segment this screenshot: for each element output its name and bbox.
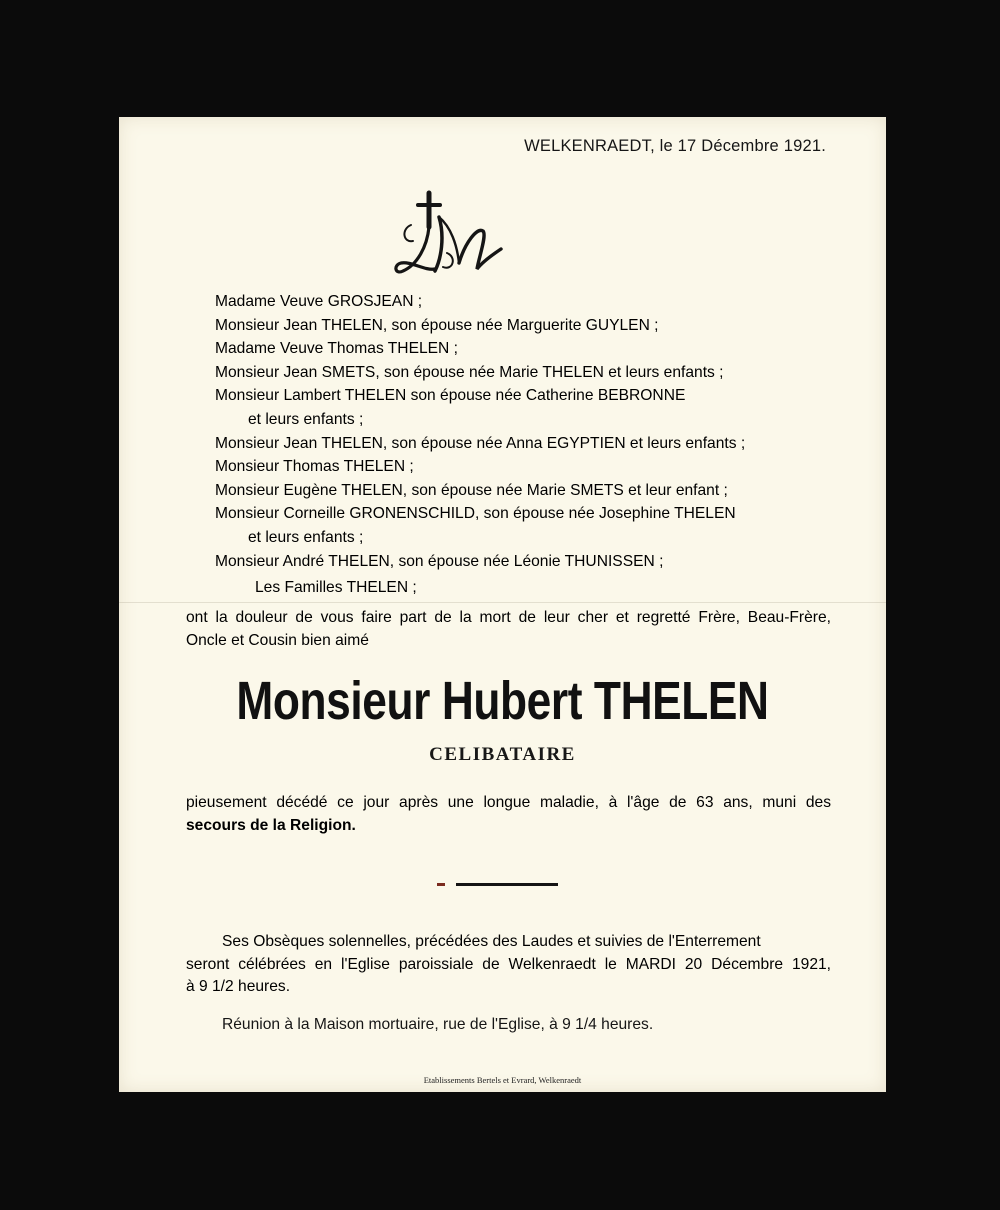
death-notice-paragraph: [186, 792, 831, 837]
deceased-name: Monsieur Hubert THELEN: [236, 671, 769, 731]
announcement-line: ont la douleur de vous faire part de la mort de leur cher et regretté Frère, Beau-Frère,: [186, 609, 831, 626]
mourner-line: Monsieur André THELEN, son épouse née Léonie THUNISSEN ;: [215, 552, 664, 570]
death-notice-line: pieusement décédé ce jour après une longue maladie, à l'âge de 63 ans, muni des: [186, 794, 831, 811]
funeral-line: à 9 1/2 heures.: [186, 978, 291, 996]
death-notice-line: secours de la Religion.: [186, 816, 356, 834]
mourner-line: et leurs enfants ;: [248, 528, 364, 546]
divider-rule: [456, 883, 558, 886]
announcement-line: Oncle et Cousin bien aimé: [186, 631, 369, 649]
divider-mark: [437, 883, 445, 886]
cross-monogram-icon: [391, 187, 509, 282]
mourner-line: Monsieur Jean THELEN, son épouse née Anna EGYPTIEN et leurs enfants ;: [215, 434, 746, 452]
funeral-paragraph: [186, 931, 831, 999]
mourner-line: Madame Veuve GROSJEAN ;: [215, 293, 423, 310]
memorial-card: [119, 117, 886, 1092]
mourner-line: Madame Veuve Thomas THELEN ;: [215, 340, 458, 358]
mourner-line: Les Familles THELEN ;: [255, 579, 417, 597]
mourner-line: Monsieur Jean THELEN, son épouse née Marguerite GUYLEN ;: [215, 316, 659, 334]
printer-credit: Etablissements Bertels et Evrard, Welkenraedt: [423, 1075, 582, 1085]
mourner-line: Monsieur Eugène THELEN, son épouse née Marie SMETS et leur enfant ;: [215, 481, 728, 499]
fold-line: [119, 602, 886, 603]
funeral-line: seront célébrées en l'Eglise paroissiale de Welkenraedt le MARDI 20 Décembre 1921,: [186, 955, 831, 973]
mourner-line: Monsieur Thomas THELEN ;: [215, 458, 414, 476]
funeral-line: Ses Obsèques solennelles, précédées des Laudes et suivies de l'Enterrement: [222, 933, 761, 950]
mourner-line: Monsieur Lambert THELEN son épouse née Catherine BEBRONNE: [215, 387, 686, 405]
mourner-line: et leurs enfants ;: [248, 410, 364, 428]
gathering-line: Réunion à la Maison mortuaire, rue de l'Eglise, à 9 1/4 heures.: [222, 1016, 654, 1033]
mourner-line: Monsieur Jean SMETS, son épouse née Marie THELEN et leurs enfants ;: [215, 363, 724, 381]
mourners-list: [215, 290, 745, 600]
place-date: WELKENRAEDT, le 17 Décembre 1921.: [524, 137, 826, 155]
mourner-line: Monsieur Corneille GRONENSCHILD, son épouse née Josephine THELEN: [215, 505, 736, 523]
announcement-paragraph: [186, 607, 831, 652]
marital-status: CELIBATAIRE: [429, 744, 576, 765]
